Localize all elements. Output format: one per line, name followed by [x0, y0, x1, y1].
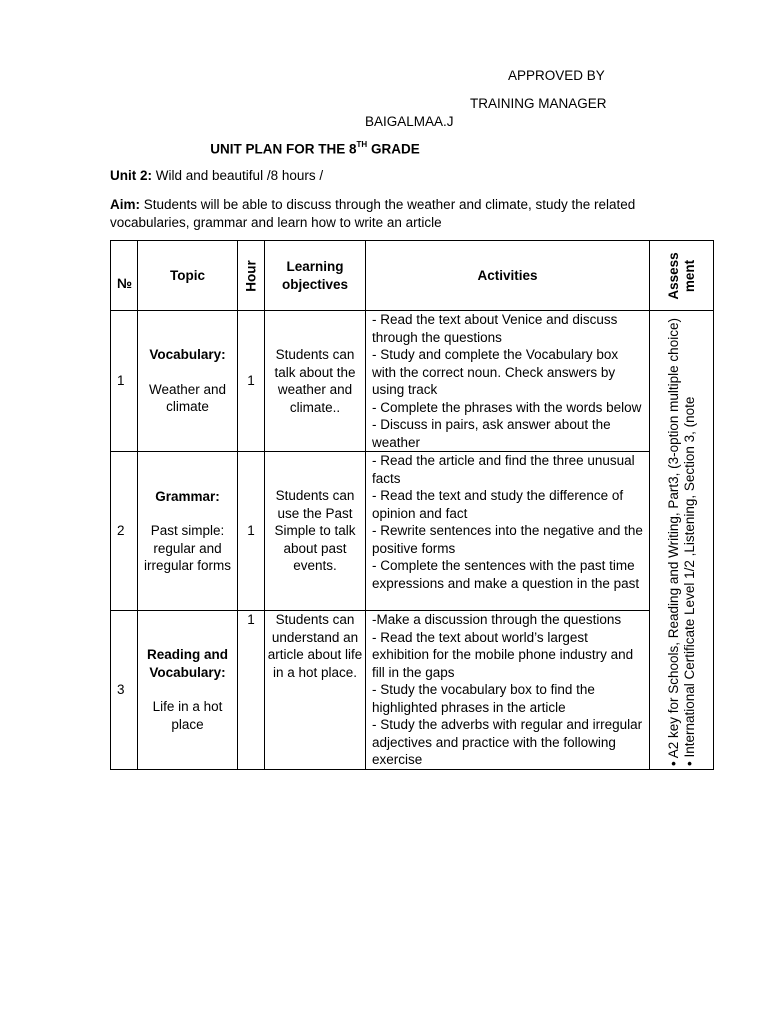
row-hour: 1 [238, 452, 265, 611]
table-row [111, 311, 714, 452]
row-topic: Reading and Vocabulary: Life in a hot place [138, 611, 238, 770]
table-header-row [111, 241, 714, 311]
aim-text: Students will be able to discuss through the weather and climate, study the related vocabularies, grammar and learn how to write an article [110, 197, 636, 230]
header-hour: Hour [238, 241, 265, 311]
header-assessment: Assess ment [650, 241, 714, 311]
row-activities: - Read the article and find the three unusual facts - Read the text and study the difference of opinion and fact - Rewrite sentences into the negative and the positive forms - Complete the sentences with the past time expressions and make a question in the past [366, 452, 650, 611]
row-hour: 1 [238, 311, 265, 452]
assessment-cell [650, 311, 714, 770]
row-num: 3 [111, 611, 138, 770]
aim-line [110, 196, 710, 231]
header-activities: Activities [366, 241, 650, 311]
table-row [111, 611, 714, 770]
row-activities: - Read the text about Venice and discuss through the questions - Study and complete the Vocabulary box with the correct noun. Check answers by using track - Complete the phrases with the words below - Discuss in pairs, ask answer about the weather [366, 311, 650, 452]
row-hour: 1 [238, 611, 265, 770]
row-num: 1 [111, 311, 138, 452]
approver-name: BAIGALMAA.J [365, 114, 454, 129]
unit-plan-table [110, 240, 714, 770]
assessment-line: • International Certificate Level 1/2 ,Listening, Section 3, (note [681, 396, 697, 766]
approved-by: APPROVED BY [508, 68, 605, 83]
header-topic: Topic [138, 241, 238, 311]
row-num: 2 [111, 452, 138, 611]
row-objective: Students can talk about the weather and climate.. [265, 311, 366, 452]
header-num: № [111, 241, 138, 311]
page-title: UNIT PLAN FOR THE 8TH GRADE [210, 140, 420, 157]
header-objectives: Learning objectives [265, 241, 366, 311]
table-row [111, 452, 714, 611]
aim-label: Aim: [110, 197, 140, 212]
row-topic: Grammar: Past simple: regular and irregular forms [138, 452, 238, 611]
row-activities: -Make a discussion through the questions - Read the text about world’s largest exhibition for the mobile phone industry and fill in the gaps - Study the vocabulary box to find the highlighted phrases in the article - Study the adverbs with regular and irregular adjectives and practice with the following exercise [366, 611, 650, 770]
assessment-line: • A2 key for Schools, Reading and Writing, Part3, (3-option multiple choice) [665, 317, 681, 766]
unit-text: Wild and beautiful /8 hours / [152, 168, 324, 183]
unit-line [110, 168, 323, 183]
unit-label: Unit 2: [110, 168, 152, 183]
row-objective: Students can use the Past Simple to talk about past events. [265, 452, 366, 611]
row-topic: Vocabulary: Weather and climate [138, 311, 238, 452]
training-manager: TRAINING MANAGER [470, 96, 607, 111]
row-objective: Students can understand an article about life in a hot place. [265, 611, 366, 770]
